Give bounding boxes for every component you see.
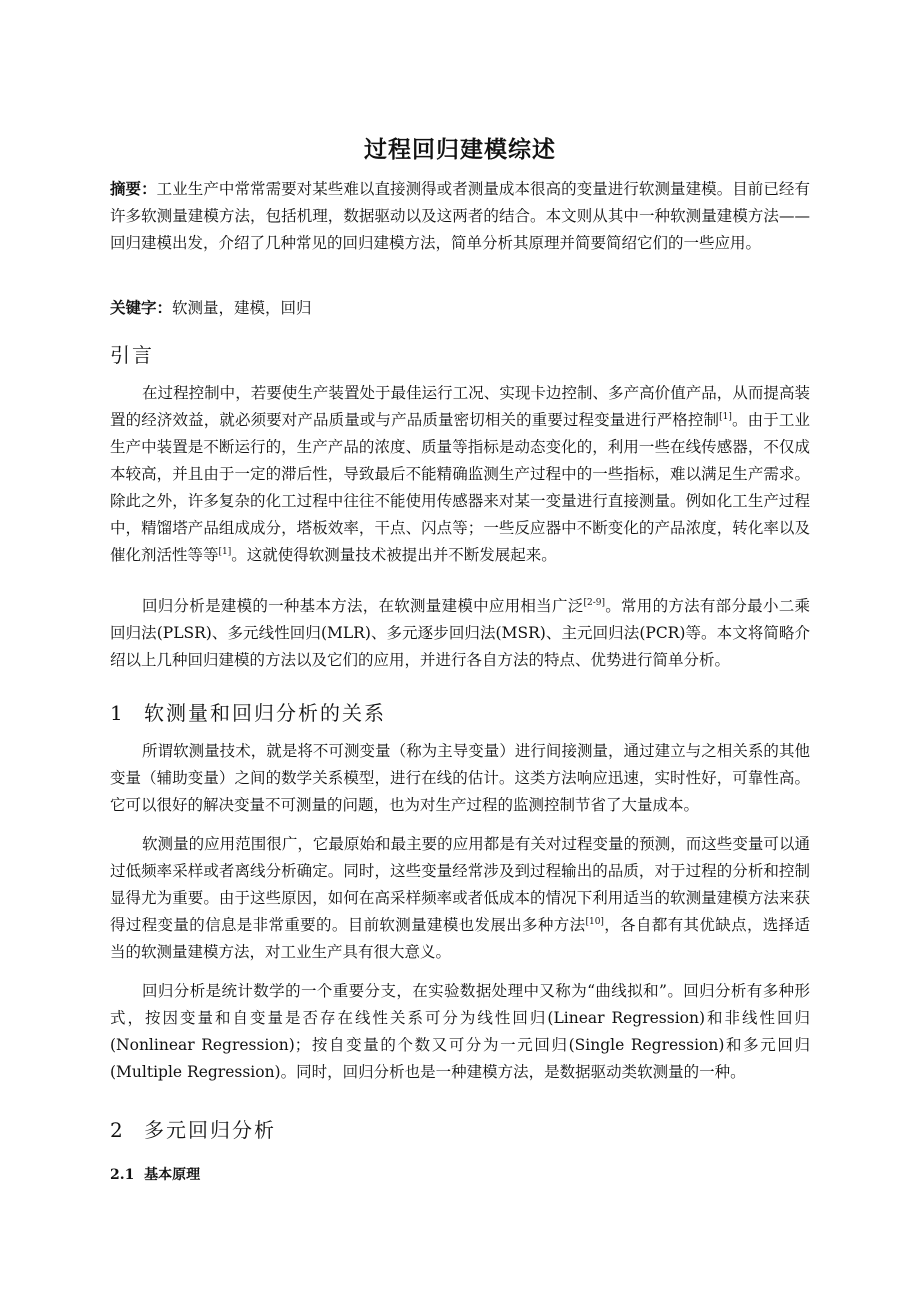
section1-heading	[110, 697, 386, 726]
subsection-heading-text: 基本原理	[144, 1167, 201, 1183]
abstract	[110, 175, 810, 257]
keywords-label: 关键字：	[110, 298, 173, 317]
intro-heading	[110, 339, 154, 368]
section1-p1-text: 所谓软测量技术，就是将不可测变量（称为主导变量）进行间接测量，通过建立与之相关系的其他变量（辅助变量）之间的数学关系模型，进行在线的估计。这类方法响应迅速，实时性好，可靠性高。它可以很好的解决变量不可测量的问题，也为对生产过程的监测控制节省了大量成本。	[110, 742, 810, 814]
intro-p1-text-c: 。这就使得软测量技术被提出并不断发展起来。	[231, 546, 557, 564]
abstract-text: 工业生产中常常需要对某些难以直接测得或者测量成本很高的变量进行软测量建模。目前已经有许多软测量建模方法，包括机理，数据驱动以及这两者的结合。本文则从其中一种软测量建模方法——回归建模出发，介绍了几种常见的回归建模方法，简单分析其原理并简要简绍它们的一些应用。	[110, 180, 810, 252]
intro-paragraph-2	[110, 593, 810, 674]
section1-p3-text: 回归分析是统计数学的一个重要分支，在实验数据处理中又称为“曲线拟和”。回归分析有多种形式，按因变量和自变量是否存在线性关系可分为线性回归(Linear Regression)和非线性回归(Nonlinear Regression)；按自变量的个数又可分为一元回归(Single Regression)和多元回归(Multiple Regression)。同时，回归分析也是一种建模方法，是数据驱动类软测量的一种。	[110, 982, 810, 1081]
section2-heading-text: 多元回归分析	[144, 1118, 276, 1142]
section1-paragraph-1	[110, 738, 810, 819]
intro-paragraph-1	[110, 380, 810, 569]
subsection-2-1-heading	[110, 1164, 200, 1184]
citation-ref: [1]	[719, 411, 732, 422]
citation-ref: [1]	[218, 546, 232, 557]
section1-p2-text-b: ，各自都有其优缺点，选择适当的软测量建模方法，对工业生产具有很大意义。	[110, 916, 810, 961]
section2-heading	[110, 1114, 276, 1143]
section2-number: 2	[110, 1118, 125, 1142]
citation-ref: [10]	[585, 916, 604, 927]
paper-title: 过程回归建模综述	[364, 137, 556, 163]
section1-p2-text-a: 软测量的应用范围很广，它最原始和最主要的应用都是有关对过程变量的预测，而这些变量可以通过低频率采样或者离线分析确定。同时，这些变量经常涉及到过程输出的品质，对于过程的分析和控制显得尤为重要。由于这些原因，如何在高采样频率或者低成本的情况下利用适当的软测量建模方法来获得过程变量的信息是非常重要的。目前软测量建模也发展出多种方法	[110, 835, 810, 934]
section1-paragraph-3	[110, 978, 810, 1086]
section1-paragraph-2	[110, 831, 810, 966]
intro-heading-text: 引言	[110, 343, 154, 367]
intro-p1-text-a: 在过程控制中，若要使生产装置处于最佳运行工况、实现卡边控制、多产高价值产品，从而提高装置的经济效益，就必须要对产品质量或与产品质量密切相关的重要过程变量进行严格控制	[110, 384, 810, 429]
section1-number: 1	[110, 701, 125, 725]
citation-ref: [2-9]	[583, 597, 605, 608]
abstract-label: 摘要：	[110, 179, 157, 198]
intro-p2-text-a: 回归分析是建模的一种基本方法，在软测量建模中应用相当广泛	[142, 597, 584, 615]
subsection-number: 2.1	[110, 1167, 135, 1183]
intro-p2-text-b: 。常用的方法有部分最小二乘回归法(PLSR)、多元线性回归(MLR)、多元逐步回归法(MSR)、主元回归法(PCR)等。本文将简略介绍以上几种回归建模的方法以及它们的应用，并进行各自方法的特点、优势进行简单分析。	[110, 597, 810, 669]
intro-p1-text-b: 。由于工业生产中装置是不断运行的，生产产品的浓度、质量等指标是动态变化的，利用一些在线传感器，不仅成本较高，并且由于一定的滞后性，导致最后不能精确监测生产过程中的一些指标，难以满足生产需求。除此之外，许多复杂的化工过程中往往不能使用传感器来对某一变量进行直接测量。例如化工生产过程中，精馏塔产品组成成分，塔板效率，干点、闪点等；一些反应器中不断变化的产品浓度，转化率以及催化剂活性等等	[110, 411, 810, 564]
keywords	[110, 294, 810, 322]
keywords-text: 软测量，建模，回归	[172, 299, 312, 317]
section1-heading-text: 软测量和回归分析的关系	[144, 701, 386, 725]
